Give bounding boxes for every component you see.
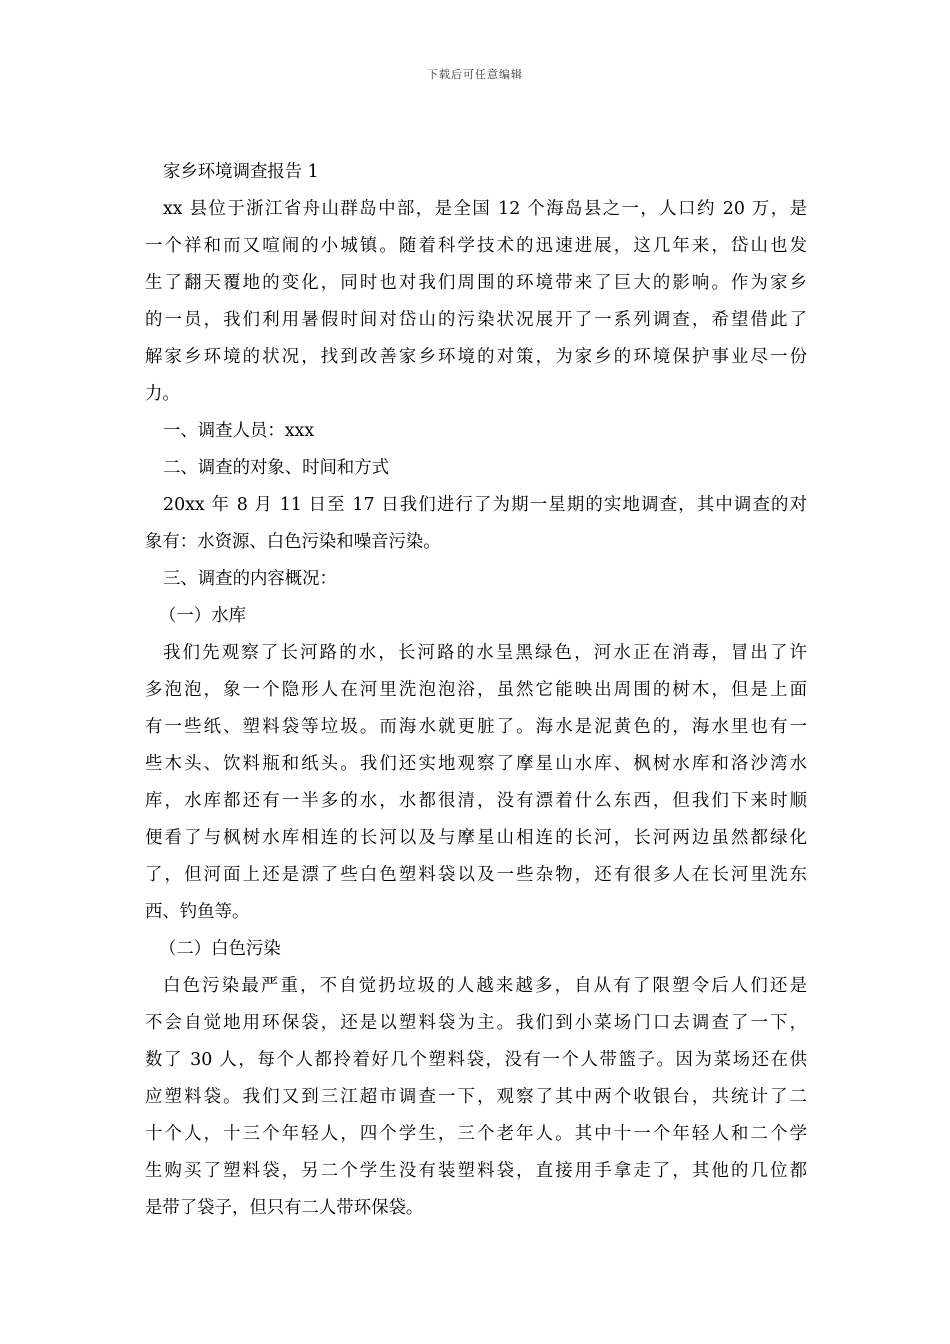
paragraph-line: 数了 30 人，每个人都拎着好几个塑料袋，没有一个人带篮子。因为菜场还在供 [145,1050,807,1070]
paragraph-line: 有一些纸、塑料袋等垃圾。而海水就更脏了。海水是泥黄色的，海水里也有一 [145,717,807,737]
paragraph-line: 十个人，十三个年轻人，四个学生，三个老年人。其中十一个年轻人和二个学 [145,1124,807,1144]
paragraph-line: 生购买了塑料袋，另二个学生没有装塑料袋，直接用手拿走了，其他的几位都 [145,1161,807,1181]
subsection-heading: （二）白色污染 [159,939,281,959]
paragraph-line: 20xx 年 8 月 11 日至 17 日我们进行了为期一星期的实地调查，其中调查的对 [163,495,807,515]
document-body [145,154,807,1227]
paragraph-line: 西、钓鱼等。 [145,902,250,922]
section-heading: 一、调查人员：xxx [163,421,315,441]
paragraph-line: 生了翻天覆地的变化，同时也对我们周围的环境带来了巨大的影响。作为家乡 [145,273,807,293]
paragraph-line: 是带了袋子，但只有二人带环保袋。 [145,1198,424,1218]
paragraph-line: 解家乡环境的状况，找到改善家乡环境的对策，为家乡的环境保护事业尽一份 [145,347,807,367]
section-heading: 二、调查的对象、时间和方式 [163,458,390,478]
paragraph-line: 我们先观察了长河路的水，长河路的水呈黑绿色，河水正在消毒，冒出了许 [163,643,807,663]
paragraph-line: xx 县位于浙江省舟山群岛中部，是全国 12 个海岛县之一，人口约 20 万，是 [163,199,807,219]
paragraph-line: 力。 [145,384,180,404]
paragraph-line: 便看了与枫树水库相连的长河以及与摩星山相连的长河，长河两边虽然都绿化 [145,828,807,848]
paragraph-line: 的一员，我们利用暑假时间对岱山的污染状况展开了一系列调查，希望借此了 [145,310,807,330]
document-title: 家乡环境调查报告 1 [163,162,319,182]
paragraph-line: 了，但河面上还是漂了些白色塑料袋以及一些杂物，还有很多人在长河里洗东 [145,865,807,885]
page-header: 下载后可任意编辑 [427,68,523,81]
paragraph-line: 一个祥和而又喧闹的小城镇。随着科学技术的迅速进展，这几年来，岱山也发 [145,236,807,256]
paragraph-line: 多泡泡，象一个隐形人在河里洗泡泡浴，虽然它能映出周围的树木，但是上面 [145,680,807,700]
subsection-heading: （一）水库 [159,606,246,626]
paragraph-line: 应塑料袋。我们又到三江超市调查一下，观察了其中两个收银台，共统计了二 [145,1087,807,1107]
paragraph-line: 不会自觉地用环保袋，还是以塑料袋为主。我们到小菜场门口去调查了一下， [145,1013,807,1033]
paragraph-line: 库，水库都还有一半多的水，水都很清，没有漂着什么东西，但我们下来时顺 [145,791,807,811]
paragraph-line: 白色污染最严重，不自觉扔垃圾的人越来越多，自从有了限塑令后人们还是 [163,976,807,996]
paragraph-line: 些木头、饮料瓶和纸头。我们还实地观察了摩星山水库、枫树水库和洛沙湾水 [145,754,807,774]
section-heading: 三、调查的内容概况： [163,569,337,589]
paragraph-line: 象有：水资源、白色污染和噪音污染。 [145,532,441,552]
